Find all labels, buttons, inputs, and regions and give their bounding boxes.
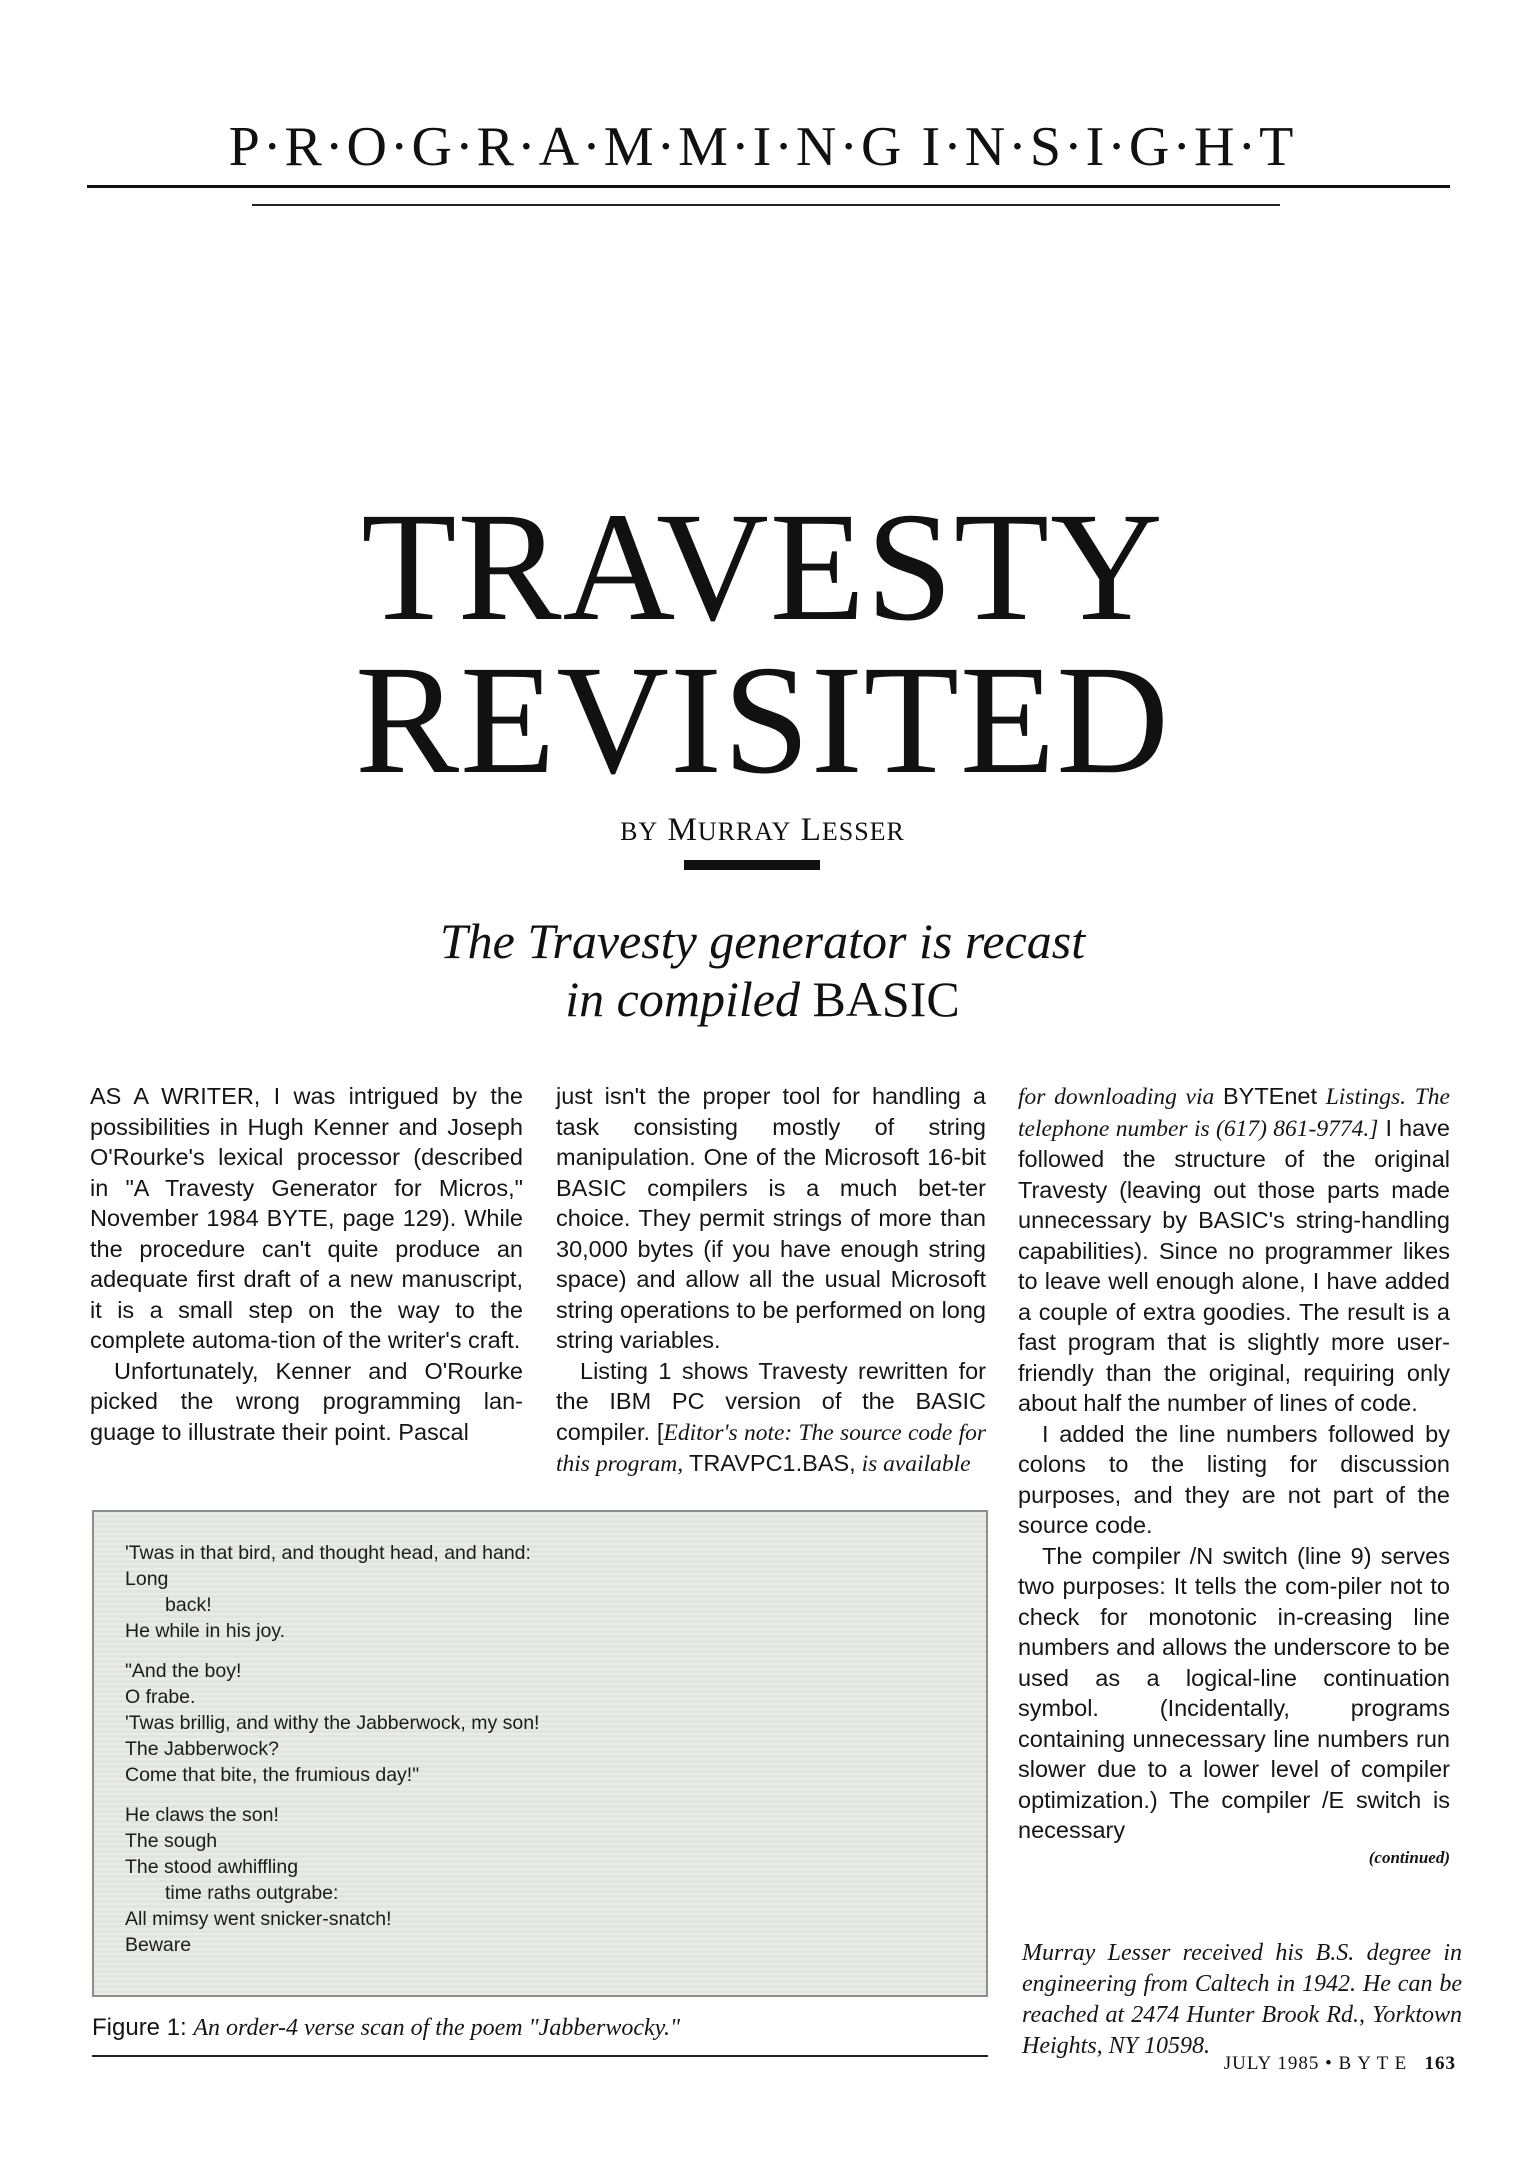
poem-line: Come that bite, the frumious day!" (125, 1764, 420, 1786)
body-column-2 (556, 1081, 986, 1480)
poem-line: He while in his joy. (125, 1620, 286, 1642)
body-column-3 (1018, 1081, 1450, 1870)
caption-text: An order-4 verse scan of the poem "Jabberwocky." (193, 2015, 681, 2041)
article-title-line-2: REVISITED (355, 633, 1170, 806)
byline-prefix: BY (620, 817, 659, 846)
article-deck (300, 912, 1225, 1028)
author-first-rest: URRAY (697, 817, 792, 846)
deck-line-2-italic: in compiled (565, 971, 800, 1027)
bytenet-name: BYTEnet (1222, 1083, 1318, 1109)
poem-line: The Jabberwock? (125, 1738, 279, 1760)
col2-paragraph-2 (556, 1356, 986, 1480)
col2-paragraph-1: just isn't the proper tool for handling a task consisting mostly of string manipulation. One of the Microsoft 16-bit BASIC compilers is a much bet-ter choice. They permit strings of more than 30,000 bytes (if you have enough string space) and allow all the usual Microsoft string operations to be performed on long string variables. (556, 1083, 986, 1353)
author-last-rest: ESSER (821, 817, 905, 846)
figure-caption (92, 2013, 988, 2043)
poem-line: The stood awhiffling (125, 1856, 299, 1878)
poem-stanza (125, 1658, 965, 1788)
caption-label: Figure 1: (92, 2014, 187, 2041)
issue-date: JULY 1985 (1223, 2053, 1320, 2074)
deck-line-1: The Travesty generator is recast (439, 913, 1086, 969)
continued-marker: (continued) (1368, 1847, 1450, 1867)
page-number: 163 (1424, 2053, 1456, 2074)
magazine-name: B Y T E (1338, 2053, 1408, 2074)
col1-paragraph-2: Unfortunately, Kenner and O'Rourke picked the wrong programming lan-guage to illustrate their point. Pascal (90, 1357, 523, 1445)
byline (0, 812, 1525, 849)
editor-note-label: Editor's note: (663, 1419, 793, 1446)
col2-p2-text-b: The source code for this program, (556, 1419, 987, 1477)
poem-line: 'Twas brillig, and withy the Jabberwock, my son! (125, 1712, 540, 1734)
col2-p2-text-a: Listing 1 shows Travesty rewritten for the IBM PC version of the BASIC compiler. [ (556, 1357, 986, 1445)
deck-line-2 (300, 970, 1225, 1028)
col3-paragraph-1 (1018, 1081, 1450, 1419)
figure-poem (125, 1540, 965, 1972)
poem-stanza (125, 1802, 965, 1958)
article-title-line-1: TRAVESTY (361, 480, 1164, 653)
poem-line: Beware (125, 1934, 192, 1956)
poem-line: Long (125, 1568, 169, 1590)
source-filename: TRAVPC1.BAS, (688, 1450, 856, 1476)
col1-paragraph-1: AS A WRITER, I was intrigued by the possibilities in Hugh Kenner and Joseph O'Rourke's lexical processor (described in "A Travesty Generator for Micros," November 1984 BYTE, page 129). While the procedure can't quite produce an adequate first draft of a new manuscript, it is a small step on the way to the complete automa-tion of the writer's craft. (90, 1083, 523, 1353)
col3-paragraph-3: The compiler /N switch (line 9) serves two purposes: It tells the com-piler not to check for monotonic in-creasing line numbers and allows the underscore to be used as a logical-line continuation symbol. (Incidentally, programs containing unnecessary line numbers run slower due to a lower level of compiler optimization.) The compiler /E switch is necessary (1018, 1542, 1450, 1843)
col3-p1-text-a: for downloading via (1018, 1084, 1223, 1110)
col3-paragraph-2: I added the line numbers followed by colons to the listing for discussion purposes, and they are not part of the source code. (1018, 1420, 1450, 1538)
page-footer (1150, 2053, 1456, 2075)
poem-stanza (125, 1540, 965, 1644)
poem-line: All mimsy went snicker-snatch! (125, 1908, 392, 1930)
poem-line: He claws the son! (125, 1804, 279, 1826)
byline-bar (684, 860, 820, 870)
col3-p1-text-b: Listings. The telephone number is (617) 861-9774.] (1018, 1084, 1450, 1142)
poem-line: time raths outgrabe: (165, 1882, 339, 1904)
header-rule-thick (87, 185, 1450, 188)
poem-line: O frabe. (125, 1686, 196, 1708)
deck-line-2-basic: BASIC (812, 971, 960, 1027)
header-rule-thin (252, 204, 1280, 206)
poem-line: The sough (125, 1830, 218, 1852)
col2-p2-text-c: is available (855, 1451, 971, 1477)
author-last-initial: L (800, 812, 822, 848)
section-header: P·R·O·G·R·A·M·M·I·N·G I·N·S·I·G·H·T (228, 116, 1297, 178)
author-bio: Murray Lesser received his B.S. degree in engineering from Caltech in 1942. He can be reached at 2474 Hunter Brook Rd., Yorktown Heights, NY 10598. (1022, 1940, 1462, 2059)
poem-line: back! (165, 1594, 212, 1616)
author-first-initial: M (667, 812, 698, 848)
caption-rule (92, 2055, 988, 2057)
poem-line: "And the boy! (125, 1660, 242, 1682)
body-column-1 (90, 1081, 523, 1447)
col3-p1-text-c: I have followed the structure of the original Travesty (leaving out those parts made unnecessary by BASIC's string-handling capabilities). Since no programmer likes to leave well enough alone, I have added a couple of extra goodies. The result is a fast program that is slightly more user-friendly than the original, requiring only about half the number of lines of code. (1018, 1114, 1450, 1416)
poem-line: 'Twas in that bird, and thought head, and hand: (125, 1542, 531, 1564)
footer-bullet: • (1325, 2053, 1333, 2074)
